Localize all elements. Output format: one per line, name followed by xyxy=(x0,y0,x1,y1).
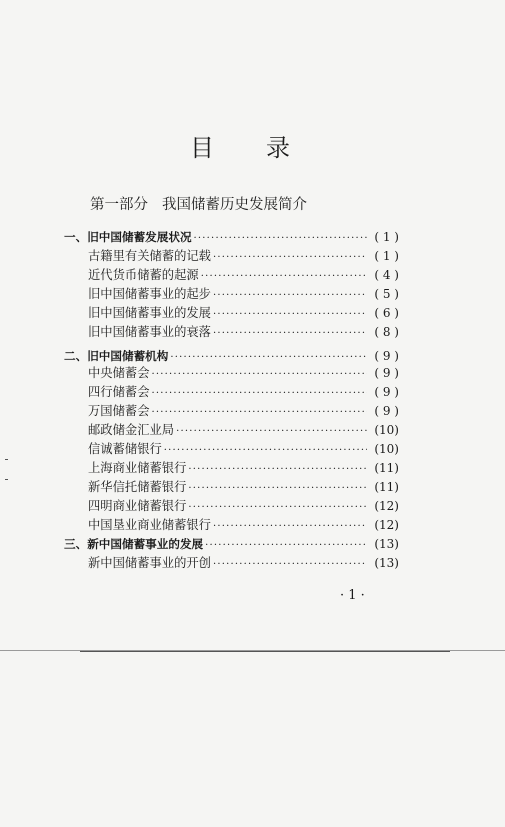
part-name: 我国储蓄历史发展简介 xyxy=(162,197,307,213)
toc-entry-page: ( 9 ) xyxy=(374,385,399,399)
toc-entry xyxy=(64,421,399,439)
toc-entry xyxy=(64,304,399,322)
toc-entry-page: ( 6 ) xyxy=(374,306,399,320)
toc-entry-page: ( 5 ) xyxy=(374,287,399,301)
toc-entry-page: (10) xyxy=(374,423,399,437)
toc-entry xyxy=(64,554,399,572)
toc-entry-page: (11) xyxy=(374,480,399,494)
toc-entry xyxy=(64,347,399,365)
toc-leader-dots xyxy=(188,461,367,479)
toc-entry-title: 新华信托储蓄银行 xyxy=(88,480,187,494)
toc-entry-title: 中央储蓄会 xyxy=(88,366,150,380)
toc-entry-title: 新中国储蓄事业的开创 xyxy=(88,556,211,570)
part-label: 第一部分 xyxy=(90,197,148,213)
toc-entry xyxy=(64,247,399,265)
toc-entry-page: ( 1 ) xyxy=(374,230,399,244)
toc-entry-title: 上海商业储蓄银行 xyxy=(88,461,187,475)
title-char-2: 录 xyxy=(266,134,290,162)
toc-entry xyxy=(64,497,399,515)
toc-entry xyxy=(64,459,399,477)
toc-entry xyxy=(64,266,399,284)
toc-entry xyxy=(64,478,399,496)
toc-entry-page: ( 8 ) xyxy=(374,325,399,339)
bottom-rule-dark xyxy=(80,651,450,652)
toc-leader-dots xyxy=(152,366,368,384)
toc-entry-page: (12) xyxy=(374,499,399,513)
toc-entry-page: (13) xyxy=(374,537,399,551)
toc-entry-title: 信诚蓄储银行 xyxy=(88,442,162,456)
toc-entry-page: ( 4 ) xyxy=(374,268,399,282)
toc-entry-title: 一、旧中国储蓄发展状况 xyxy=(64,230,192,244)
toc-entry-page: ( 1 ) xyxy=(374,249,399,263)
toc-entry-title: 旧中国储蓄事业的衰落 xyxy=(88,325,211,339)
toc-entry-page: (12) xyxy=(374,518,399,532)
page-title xyxy=(190,128,290,163)
toc-entry xyxy=(64,383,399,401)
toc-leader-dots xyxy=(188,499,367,517)
toc-entry xyxy=(64,364,399,382)
scan-speck xyxy=(5,459,8,460)
toc-leader-dots xyxy=(164,442,367,460)
part-heading xyxy=(90,193,307,214)
page-number: · 1 · xyxy=(340,588,365,603)
toc-entry xyxy=(64,228,399,246)
toc-leader-dots xyxy=(152,404,368,422)
toc-leader-dots xyxy=(213,518,367,536)
toc-entry-title: 二、旧中国储蓄机构 xyxy=(64,349,169,363)
toc-entry-title: 中国垦业商业储蓄银行 xyxy=(88,518,211,532)
toc-entry-page: (13) xyxy=(374,556,399,570)
toc-entry-title: 三、新中国储蓄事业的发展 xyxy=(64,537,204,551)
toc-leader-dots xyxy=(176,423,367,441)
toc-entry-title: 四行储蓄会 xyxy=(88,385,150,399)
toc-entry-title: 邮政储金汇业局 xyxy=(88,423,175,437)
toc-leader-dots xyxy=(213,325,367,343)
toc-entry xyxy=(64,440,399,458)
toc-leader-dots xyxy=(213,249,367,267)
toc-entry xyxy=(64,535,399,553)
scan-speck xyxy=(5,479,8,480)
toc-entry-page: ( 9 ) xyxy=(374,366,399,380)
toc-entry xyxy=(64,402,399,420)
toc-entry-title: 旧中国储蓄事业的起步 xyxy=(88,287,211,301)
toc-entry-page: (11) xyxy=(374,461,399,475)
toc-leader-dots xyxy=(213,306,367,324)
toc-leader-dots xyxy=(213,556,367,574)
toc-entry-page: ( 9 ) xyxy=(374,404,399,418)
toc-entry-title: 近代货币储蓄的起源 xyxy=(88,268,199,282)
toc-entry-title: 四明商业储蓄银行 xyxy=(88,499,187,513)
toc-entry xyxy=(64,285,399,303)
toc-entry xyxy=(64,323,399,341)
title-char-1: 目 xyxy=(190,134,214,162)
toc-leader-dots xyxy=(205,537,367,555)
toc-entry-title: 旧中国储蓄事业的发展 xyxy=(88,306,211,320)
toc-leader-dots xyxy=(194,230,367,248)
toc-entry xyxy=(64,516,399,534)
toc-entry-page: ( 9 ) xyxy=(374,349,399,363)
toc-entry-page: (10) xyxy=(374,442,399,456)
toc-leader-dots xyxy=(188,480,367,498)
toc-entry-title: 古籍里有关储蓄的记载 xyxy=(88,249,211,263)
toc-leader-dots xyxy=(152,385,368,403)
toc-entry-title: 万国储蓄会 xyxy=(88,404,150,418)
toc-leader-dots xyxy=(201,268,367,286)
toc-leader-dots xyxy=(213,287,367,305)
